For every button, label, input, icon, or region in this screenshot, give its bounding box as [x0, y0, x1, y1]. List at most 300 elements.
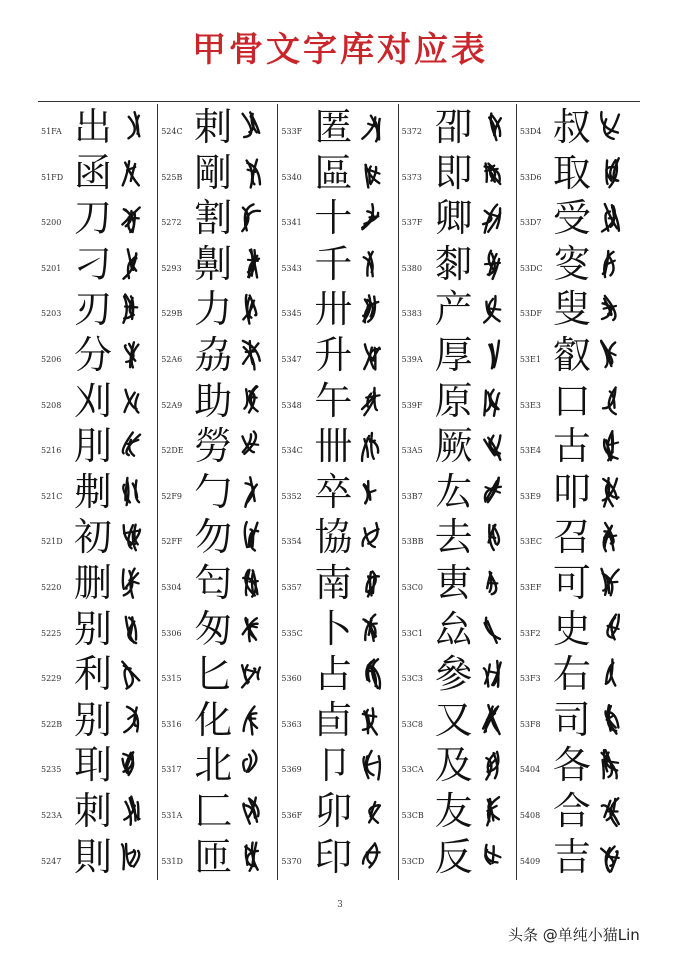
- unicode-code: 5220: [41, 583, 62, 592]
- table-row: [399, 378, 516, 424]
- oracle-bone-glyph-icon: [358, 110, 384, 144]
- modern-character: 各: [552, 743, 591, 788]
- table-row: [517, 241, 640, 287]
- unicode-code: 539F: [401, 400, 423, 410]
- oracle-bone-glyph-icon: [597, 748, 623, 782]
- oracle-bone-glyph-icon: [597, 703, 623, 737]
- unicode-code: 53DC: [519, 263, 543, 273]
- table-row: [278, 651, 397, 697]
- modern-character: 反: [434, 834, 473, 879]
- unicode-code: 51FD: [41, 172, 64, 182]
- table-row: [278, 286, 397, 332]
- oracle-bone-glyph-icon: [479, 475, 505, 509]
- unicode-code: 53C1: [401, 628, 423, 638]
- table-row: [158, 514, 277, 560]
- oracle-bone-glyph-icon: [597, 247, 623, 281]
- table-row: [399, 469, 516, 515]
- table-row: [278, 834, 397, 880]
- modern-character: 叟: [552, 287, 591, 332]
- table-row: [38, 150, 157, 196]
- unicode-code: 52F9: [161, 491, 183, 501]
- unicode-code: 53CB: [401, 811, 424, 820]
- oracle-bone-glyph-icon: [118, 247, 144, 281]
- unicode-code: 5380: [401, 263, 422, 273]
- unicode-code: 51FA: [41, 127, 62, 136]
- table-row: [158, 697, 277, 743]
- oracle-bone-glyph-icon: [118, 703, 144, 737]
- modern-character: 原: [434, 378, 473, 423]
- unicode-code: 5306: [161, 628, 182, 638]
- unicode-code: 521D: [41, 537, 63, 547]
- modern-character: 卯: [314, 789, 353, 833]
- unicode-code: 531D: [161, 856, 183, 866]
- unicode-code: 5272: [161, 218, 182, 228]
- modern-character: 勹: [194, 469, 233, 514]
- table-row: [158, 788, 277, 834]
- oracle-bone-glyph-icon: [479, 429, 505, 463]
- table-row: [38, 241, 157, 287]
- oracle-bone-glyph-icon: [118, 657, 144, 691]
- modern-character: 南: [314, 561, 353, 605]
- unicode-code: 5235: [41, 765, 62, 775]
- unicode-code: 5317: [161, 765, 182, 775]
- unicode-code: 5360: [281, 674, 302, 684]
- modern-character: 司: [552, 697, 591, 742]
- modern-character: 區: [314, 150, 353, 195]
- modern-character: 产: [434, 287, 473, 332]
- oracle-bone-glyph-icon: [479, 292, 505, 326]
- table-row: [278, 697, 397, 743]
- modern-character: 古: [552, 424, 591, 469]
- unicode-code: 5201: [41, 263, 62, 273]
- unicode-code: 5343: [281, 263, 302, 273]
- table-row: [399, 195, 516, 241]
- unicode-code: 5200: [41, 218, 62, 228]
- character-table: [38, 104, 640, 880]
- modern-character: 分: [74, 333, 113, 377]
- oracle-bone-glyph-icon: [358, 566, 384, 600]
- page-title: 甲骨文字库对应表: [192, 30, 488, 70]
- modern-character: 厥: [434, 424, 473, 469]
- unicode-code: 531A: [161, 811, 183, 820]
- table-row: [399, 423, 516, 469]
- modern-character: 刺: [74, 789, 113, 833]
- table-row: [158, 378, 277, 424]
- modern-character: 口: [552, 378, 591, 423]
- table-row: [517, 104, 640, 150]
- oracle-bone-glyph-icon: [597, 612, 623, 646]
- oracle-bone-glyph-icon: [597, 429, 623, 463]
- oracle-bone-glyph-icon: [479, 566, 505, 600]
- table-row: [158, 469, 277, 515]
- oracle-bone-glyph-icon: [479, 748, 505, 782]
- oracle-bone-glyph-icon: [358, 703, 384, 737]
- oracle-bone-glyph-icon: [238, 703, 264, 737]
- modern-character: 卲: [434, 105, 473, 149]
- oracle-bone-glyph-icon: [118, 794, 144, 828]
- unicode-code: 53DF: [519, 309, 542, 319]
- modern-character: 受: [552, 196, 591, 241]
- modern-character: 占: [314, 652, 353, 697]
- modern-character: 友: [434, 789, 473, 833]
- modern-character: 卿: [434, 196, 473, 241]
- oracle-bone-glyph-icon: [479, 110, 505, 144]
- table-row: [38, 834, 157, 880]
- table-row: [38, 606, 157, 652]
- modern-character: 合: [552, 789, 591, 833]
- table-row: [399, 150, 516, 196]
- oracle-bone-glyph-icon: [479, 338, 505, 372]
- unicode-code: 5316: [161, 719, 182, 729]
- modern-character: 叔: [552, 105, 591, 149]
- table-row: [399, 514, 516, 560]
- unicode-code: 5357: [281, 583, 302, 592]
- modern-character: 叩: [552, 469, 591, 514]
- modern-character: 右: [552, 652, 591, 697]
- modern-character: 厀: [434, 241, 473, 286]
- unicode-code: 522B: [41, 719, 63, 729]
- modern-character: 午: [314, 378, 353, 423]
- oracle-bone-glyph-icon: [597, 566, 623, 600]
- modern-character: 升: [314, 333, 353, 377]
- modern-character: 厽: [434, 606, 473, 651]
- oracle-bone-glyph-icon: [118, 475, 144, 509]
- oracle-bone-glyph-icon: [479, 612, 505, 646]
- unicode-code: 53EC: [519, 537, 542, 547]
- table-row: [399, 560, 516, 606]
- unicode-code: 52DE: [161, 446, 184, 456]
- table-row: [517, 332, 640, 378]
- modern-character: 刵: [74, 743, 113, 788]
- oracle-bone-glyph-icon: [358, 612, 384, 646]
- table-row: [399, 834, 516, 880]
- table-row: [399, 286, 516, 332]
- unicode-code: 5409: [519, 856, 541, 866]
- unicode-code: 5354: [281, 537, 302, 547]
- oracle-bone-glyph-icon: [118, 110, 144, 144]
- table-row: [158, 195, 277, 241]
- modern-character: 割: [194, 196, 233, 241]
- unicode-code: 523A: [41, 811, 63, 820]
- modern-character: 刈: [74, 378, 113, 423]
- table-row: [278, 195, 397, 241]
- table-row: [278, 378, 397, 424]
- modern-character: 利: [74, 652, 113, 697]
- unicode-code: 5203: [41, 309, 62, 319]
- oracle-bone-glyph-icon: [597, 657, 623, 691]
- table-row: [158, 150, 277, 196]
- unicode-code: 524C: [161, 127, 183, 136]
- modern-character: 又: [434, 697, 473, 742]
- modern-character: 匄: [194, 561, 233, 605]
- oracle-bone-glyph-icon: [238, 612, 264, 646]
- oracle-bone-glyph-icon: [238, 566, 264, 600]
- table-row: [158, 742, 277, 788]
- table-row: [278, 104, 397, 150]
- table-row: [38, 104, 157, 150]
- modern-character: 北: [194, 743, 233, 788]
- oracle-bone-glyph-icon: [479, 247, 505, 281]
- modern-character: 取: [552, 150, 591, 195]
- unicode-code: 5225: [41, 628, 62, 638]
- oracle-bone-glyph-icon: [358, 840, 384, 874]
- modern-character: 叜: [552, 241, 591, 286]
- unicode-code: 539A: [401, 355, 423, 364]
- oracle-bone-glyph-icon: [238, 247, 264, 281]
- modern-character: 卌: [314, 424, 353, 469]
- table-row: [38, 332, 157, 378]
- table-row: [38, 742, 157, 788]
- modern-character: 别: [74, 606, 113, 651]
- unicode-code: 53A5: [401, 446, 423, 456]
- modern-character: 勿: [194, 515, 233, 560]
- unicode-code: 5373: [401, 172, 422, 182]
- unicode-code: 53F8: [519, 719, 541, 729]
- table-row: [517, 514, 640, 560]
- unicode-code: 5372: [401, 127, 422, 136]
- unicode-code: 53E3: [519, 400, 541, 410]
- oracle-bone-glyph-icon: [597, 384, 623, 418]
- table-row: [38, 514, 157, 560]
- modern-character: 别: [74, 697, 113, 742]
- oracle-bone-glyph-icon: [597, 840, 623, 874]
- modern-character: 協: [314, 515, 353, 560]
- modern-character: 卣: [314, 697, 353, 742]
- modern-character: 刖: [74, 424, 113, 469]
- table-row: [38, 378, 157, 424]
- modern-character: 卒: [314, 469, 353, 514]
- oracle-bone-glyph-icon: [597, 794, 623, 828]
- unicode-code: 53EF: [519, 583, 542, 592]
- page-number: 3: [337, 900, 343, 910]
- table-row: [517, 195, 640, 241]
- unicode-code: 52A9: [161, 400, 183, 410]
- unicode-code: 53CD: [401, 856, 425, 866]
- oracle-bone-glyph-icon: [358, 520, 384, 554]
- unicode-code: 5208: [41, 400, 62, 410]
- table-row: [278, 606, 397, 652]
- modern-character: 卅: [314, 287, 353, 332]
- unicode-code: 5348: [281, 400, 302, 410]
- oracle-bone-glyph-icon: [118, 748, 144, 782]
- modern-character: 刁: [74, 241, 113, 286]
- table-row: [158, 606, 277, 652]
- oracle-bone-glyph-icon: [358, 292, 384, 326]
- oracle-bone-glyph-icon: [479, 201, 505, 235]
- table-top-rule: [38, 101, 640, 102]
- modern-character: 劦: [194, 333, 233, 377]
- modern-character: 刃: [74, 287, 113, 332]
- oracle-bone-glyph-icon: [118, 201, 144, 235]
- oracle-bone-glyph-icon: [479, 156, 505, 190]
- oracle-bone-glyph-icon: [358, 384, 384, 418]
- modern-character: 初: [74, 515, 113, 560]
- table-row: [158, 104, 277, 150]
- modern-character: 即: [434, 150, 473, 195]
- oracle-bone-glyph-icon: [597, 292, 623, 326]
- modern-character: 召: [552, 515, 591, 560]
- unicode-code: 5383: [401, 309, 422, 319]
- table-row: [158, 241, 277, 287]
- modern-character: 剌: [194, 105, 233, 149]
- modern-character: 匆: [194, 606, 233, 651]
- table-row: [517, 150, 640, 196]
- oracle-bone-glyph-icon: [479, 384, 505, 418]
- oracle-bone-glyph-icon: [118, 292, 144, 326]
- modern-character: 史: [552, 606, 591, 651]
- table-row: [399, 241, 516, 287]
- oracle-bone-glyph-icon: [479, 794, 505, 828]
- oracle-bone-glyph-icon: [238, 520, 264, 554]
- unicode-code: 537F: [401, 218, 423, 228]
- modern-character: 化: [194, 697, 233, 742]
- unicode-code: 52FF: [161, 537, 183, 547]
- table-row: [38, 195, 157, 241]
- unicode-code: 536F: [281, 811, 303, 820]
- table-row: [399, 697, 516, 743]
- unicode-code: 53E4: [519, 446, 541, 456]
- modern-character: 十: [314, 196, 353, 241]
- oracle-bone-glyph-icon: [358, 748, 384, 782]
- unicode-code: 53C8: [401, 719, 423, 729]
- unicode-code: 5352: [281, 491, 302, 501]
- modern-character: 删: [74, 561, 113, 605]
- table-row: [399, 104, 516, 150]
- modern-character: 刀: [74, 196, 113, 241]
- modern-character: 函: [74, 150, 113, 195]
- table-row: [38, 286, 157, 332]
- oracle-bone-glyph-icon: [597, 110, 623, 144]
- oracle-bone-glyph-icon: [238, 156, 264, 190]
- oracle-bone-glyph-icon: [479, 657, 505, 691]
- table-row: [517, 606, 640, 652]
- unicode-code: 53BB: [401, 537, 424, 547]
- oracle-bone-glyph-icon: [118, 520, 144, 554]
- modern-character: 厚: [434, 333, 473, 377]
- unicode-code: 53CA: [401, 765, 424, 775]
- oracle-bone-glyph-icon: [479, 703, 505, 737]
- oracle-bone-glyph-icon: [238, 794, 264, 828]
- modern-character: 可: [552, 561, 591, 605]
- table-row: [517, 651, 640, 697]
- unicode-code: 5363: [281, 719, 302, 729]
- table-row: [399, 651, 516, 697]
- table-column-2: [157, 104, 277, 880]
- table-row: [158, 651, 277, 697]
- oracle-bone-glyph-icon: [238, 338, 264, 372]
- watermark: 头条 @单纯小猫Lin: [508, 926, 640, 944]
- unicode-code: 5293: [161, 263, 182, 273]
- table-row: [517, 742, 640, 788]
- table-row: [158, 560, 277, 606]
- modern-character: 卜: [314, 606, 353, 651]
- unicode-code: 53D4: [519, 127, 542, 136]
- modern-character: 及: [434, 743, 473, 788]
- unicode-code: 5229: [41, 674, 62, 684]
- oracle-bone-glyph-icon: [358, 657, 384, 691]
- modern-character: 匝: [194, 834, 233, 879]
- unicode-code: 5247: [41, 856, 62, 866]
- table-row: [278, 514, 397, 560]
- modern-character: 匚: [194, 789, 233, 833]
- table-row: [38, 423, 157, 469]
- unicode-code: 5304: [161, 583, 182, 592]
- modern-character: 則: [74, 834, 113, 879]
- oracle-bone-glyph-icon: [358, 338, 384, 372]
- modern-character: 千: [314, 241, 353, 286]
- oracle-bone-glyph-icon: [238, 201, 264, 235]
- table-column-3: [277, 104, 397, 880]
- modern-character: 匿: [314, 105, 353, 149]
- table-row: [278, 332, 397, 378]
- unicode-code: 5341: [281, 218, 302, 228]
- unicode-code: 53F2: [519, 628, 541, 638]
- oracle-bone-glyph-icon: [118, 384, 144, 418]
- table-row: [38, 651, 157, 697]
- table-row: [517, 423, 640, 469]
- modern-character: 叡: [552, 333, 591, 377]
- table-column-1: [38, 104, 157, 880]
- table-row: [517, 788, 640, 834]
- unicode-code: 5345: [281, 309, 302, 319]
- unicode-code: 535C: [281, 628, 303, 638]
- unicode-code: 5408: [519, 811, 541, 820]
- modern-character: 刜: [74, 469, 113, 514]
- oracle-bone-glyph-icon: [358, 201, 384, 235]
- table-row: [278, 423, 397, 469]
- table-row: [399, 788, 516, 834]
- unicode-code: 529B: [161, 309, 183, 319]
- table-row: [278, 560, 397, 606]
- table-column-5: [516, 104, 640, 880]
- table-row: [517, 286, 640, 332]
- oracle-bone-glyph-icon: [358, 429, 384, 463]
- table-row: [38, 697, 157, 743]
- oracle-bone-glyph-icon: [238, 429, 264, 463]
- oracle-bone-glyph-icon: [238, 657, 264, 691]
- table-row: [278, 788, 397, 834]
- table-row: [517, 378, 640, 424]
- table-row: [278, 241, 397, 287]
- modern-character: 叀: [434, 561, 473, 605]
- table-row: [38, 560, 157, 606]
- modern-character: 去: [434, 515, 473, 560]
- table-row: [517, 469, 640, 515]
- table-row: [158, 286, 277, 332]
- table-row: [517, 697, 640, 743]
- table-row: [278, 150, 397, 196]
- oracle-bone-glyph-icon: [597, 201, 623, 235]
- modern-character: 剛: [194, 150, 233, 195]
- unicode-code: 5369: [281, 765, 302, 775]
- unicode-code: 525B: [161, 172, 183, 182]
- unicode-code: 53C0: [401, 583, 423, 592]
- table-row: [399, 606, 516, 652]
- unicode-code: 5340: [281, 172, 302, 182]
- oracle-bone-glyph-icon: [118, 338, 144, 372]
- oracle-bone-glyph-icon: [238, 840, 264, 874]
- modern-character: 力: [194, 287, 233, 332]
- unicode-code: 53D7: [519, 218, 542, 228]
- unicode-code: 5370: [281, 856, 302, 866]
- oracle-bone-glyph-icon: [597, 475, 623, 509]
- table-row: [38, 469, 157, 515]
- table-row: [399, 742, 516, 788]
- unicode-code: 5315: [161, 674, 182, 684]
- table-row: [517, 834, 640, 880]
- unicode-code: 52A6: [161, 355, 183, 364]
- table-column-4: [398, 104, 516, 880]
